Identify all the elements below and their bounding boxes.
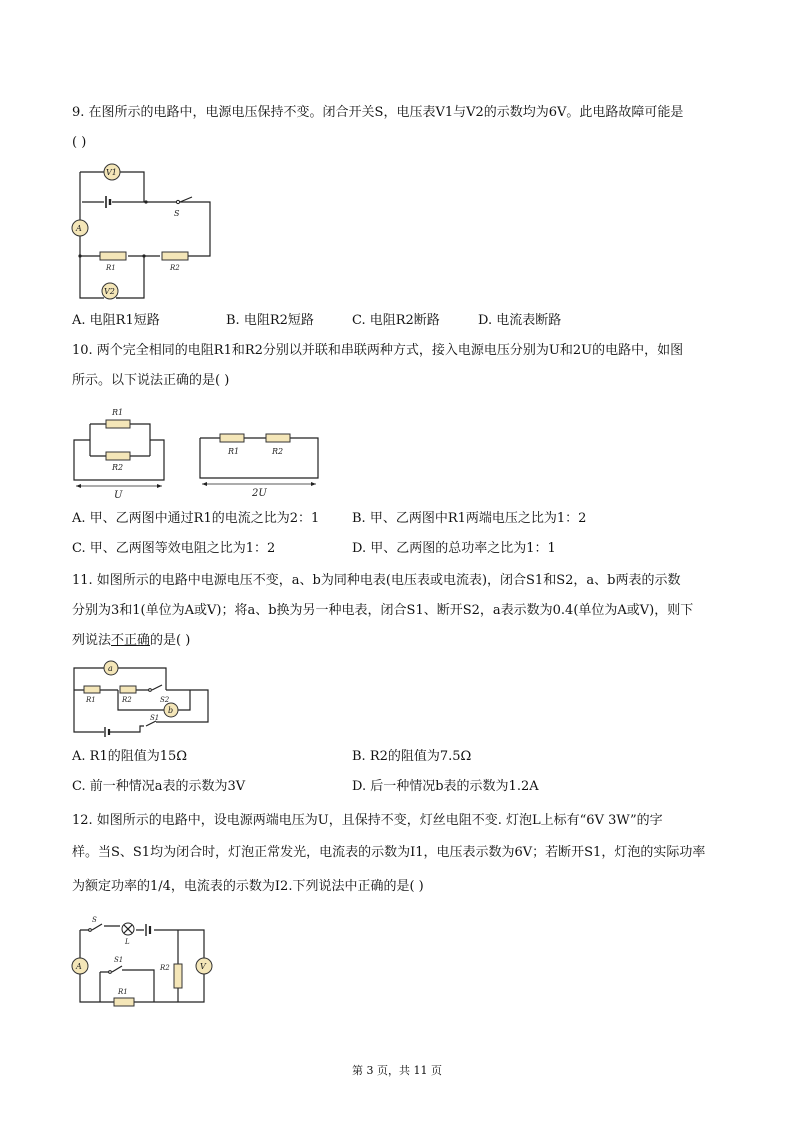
q9-resistor-r2	[162, 252, 188, 260]
q9-label-v2: V2	[104, 287, 115, 296]
q12-label-l: L	[125, 938, 130, 946]
q11-option-c: C. 前一种情况a表的示数为3V	[72, 779, 246, 794]
q10-series-circuit	[196, 428, 326, 500]
q10-label-r2-parallel: R2	[112, 463, 124, 472]
q12-label-r2: R2	[160, 964, 170, 972]
q11-label-b: b	[168, 706, 174, 715]
q9-label-v1: V1	[106, 168, 117, 177]
q10-option-b: B. 甲、乙两图中R1两端电压之比为1：2	[352, 511, 587, 526]
q10-option-d: D. 甲、乙两图的总功率之比为1：1	[352, 541, 556, 556]
q11-stem-line2: 分别为3和1(单位为A或V)；将a、b换为另一种电表，闭合S1、断开S2，a表示数为0.4(单位为A或V)，则下	[72, 603, 694, 618]
q12-stem-line1: 12. 如图所示的电路中，设电源两端电压为U，且保持不变，灯丝电阻不变. 灯泡L上标有“6V 3W”的字	[72, 813, 663, 828]
q9-label-s: S	[174, 209, 180, 218]
q10-resistor-r1-parallel	[106, 420, 130, 428]
q12-label-r1: R1	[118, 988, 128, 996]
q10-option-c: C. 甲、乙两图等效电阻之比为1：2	[72, 541, 276, 556]
q12-stem-line3: 为额定功率的1/4，电流表的示数为I2.下列说法中正确的是( )	[72, 879, 424, 894]
q11-label-s2: S2	[160, 696, 170, 704]
q9-circuit-diagram	[70, 158, 220, 303]
q11-stem-line3-prefix: 列说法	[72, 633, 112, 648]
q10-resistor-r2-series	[266, 434, 290, 442]
q11-stem-line1: 11. 如图所示的电路中电源电压不变，a、b为同种电表(电压表或电流表)，闭合S1和S2，a、b两表的示数	[72, 573, 681, 588]
q10-resistor-r1-series	[220, 434, 244, 442]
q9-label-a: A	[76, 224, 82, 233]
q12-label-s: S	[92, 916, 97, 924]
q11-option-a: A. R1的阻值为15Ω	[72, 749, 188, 764]
q9-stem-line1: 9. 在图所示的电路中，电源电压保持不变。闭合开关S，电压表V1与V2的示数均为6V。此电路故障可能是	[72, 105, 684, 120]
q12-resistor-r1	[114, 998, 134, 1006]
q10-label-r1-series: R1	[228, 447, 240, 456]
q10-stem-line1: 10. 两个完全相同的电阻R1和R2分别以并联和串联两种方式，接入电源电压分别为U和2U的电路中，如图	[72, 343, 684, 358]
q9-option-d: D. 电流表断路	[478, 313, 562, 328]
q9-option-c: C. 电阻R2断路	[352, 313, 440, 328]
page-footer: 第 3 页，共 11 页	[352, 1064, 442, 1077]
q9-stem-line2: ( )	[72, 135, 87, 150]
q10-label-u: U	[114, 490, 123, 501]
q11-option-b: B. R2的阻值为7.5Ω	[352, 749, 472, 764]
q12-label-v: V	[200, 962, 206, 971]
q12-label-s1: S1	[114, 956, 124, 964]
q10-option-a: A. 甲、乙两图中通过R1的电流之比为2：1	[72, 511, 320, 526]
q11-circuit-diagram	[70, 658, 220, 736]
q10-parallel-circuit	[70, 402, 170, 500]
q12-label-a: A	[76, 962, 82, 971]
q11-label-a: a	[108, 664, 113, 673]
q11-option-d: D. 后一种情况b表的示数为1.2A	[352, 779, 539, 794]
q12-stem-line2: 样。当S、S1均为闭合时，灯泡正常发光，电流表的示数为I1，电压表示数为6V；若断开S1，灯泡的实际功率	[72, 845, 706, 860]
q10-resistor-r2-parallel	[106, 452, 130, 460]
q11-resistor-r2	[120, 686, 136, 693]
q9-option-b: B. 电阻R2短路	[226, 313, 314, 328]
q10-stem-line2: 所示。以下说法正确的是( )	[72, 373, 230, 388]
q10-label-r1-parallel: R1	[112, 408, 124, 417]
q12-circuit-diagram	[70, 912, 220, 1008]
q9-resistor-r1	[100, 252, 126, 260]
q11-label-r1: R1	[86, 696, 96, 704]
q11-stem-line3	[72, 632, 190, 650]
q11-label-s1: S1	[150, 714, 160, 722]
q11-resistor-r1	[84, 686, 100, 693]
q11-stem-line3-suffix: 的是( )	[150, 633, 191, 648]
q11-stem-line3-emphasis: 不正确	[111, 633, 151, 648]
q12-resistor-r2	[174, 964, 182, 988]
q11-label-r2: R2	[122, 696, 132, 704]
q9-label-r1: R1	[106, 264, 116, 272]
q9-option-a: A. 电阻R1短路	[72, 313, 160, 328]
q9-label-r2: R2	[170, 264, 180, 272]
q10-label-2u: 2U	[252, 488, 267, 499]
q10-label-r2-series: R2	[272, 447, 284, 456]
